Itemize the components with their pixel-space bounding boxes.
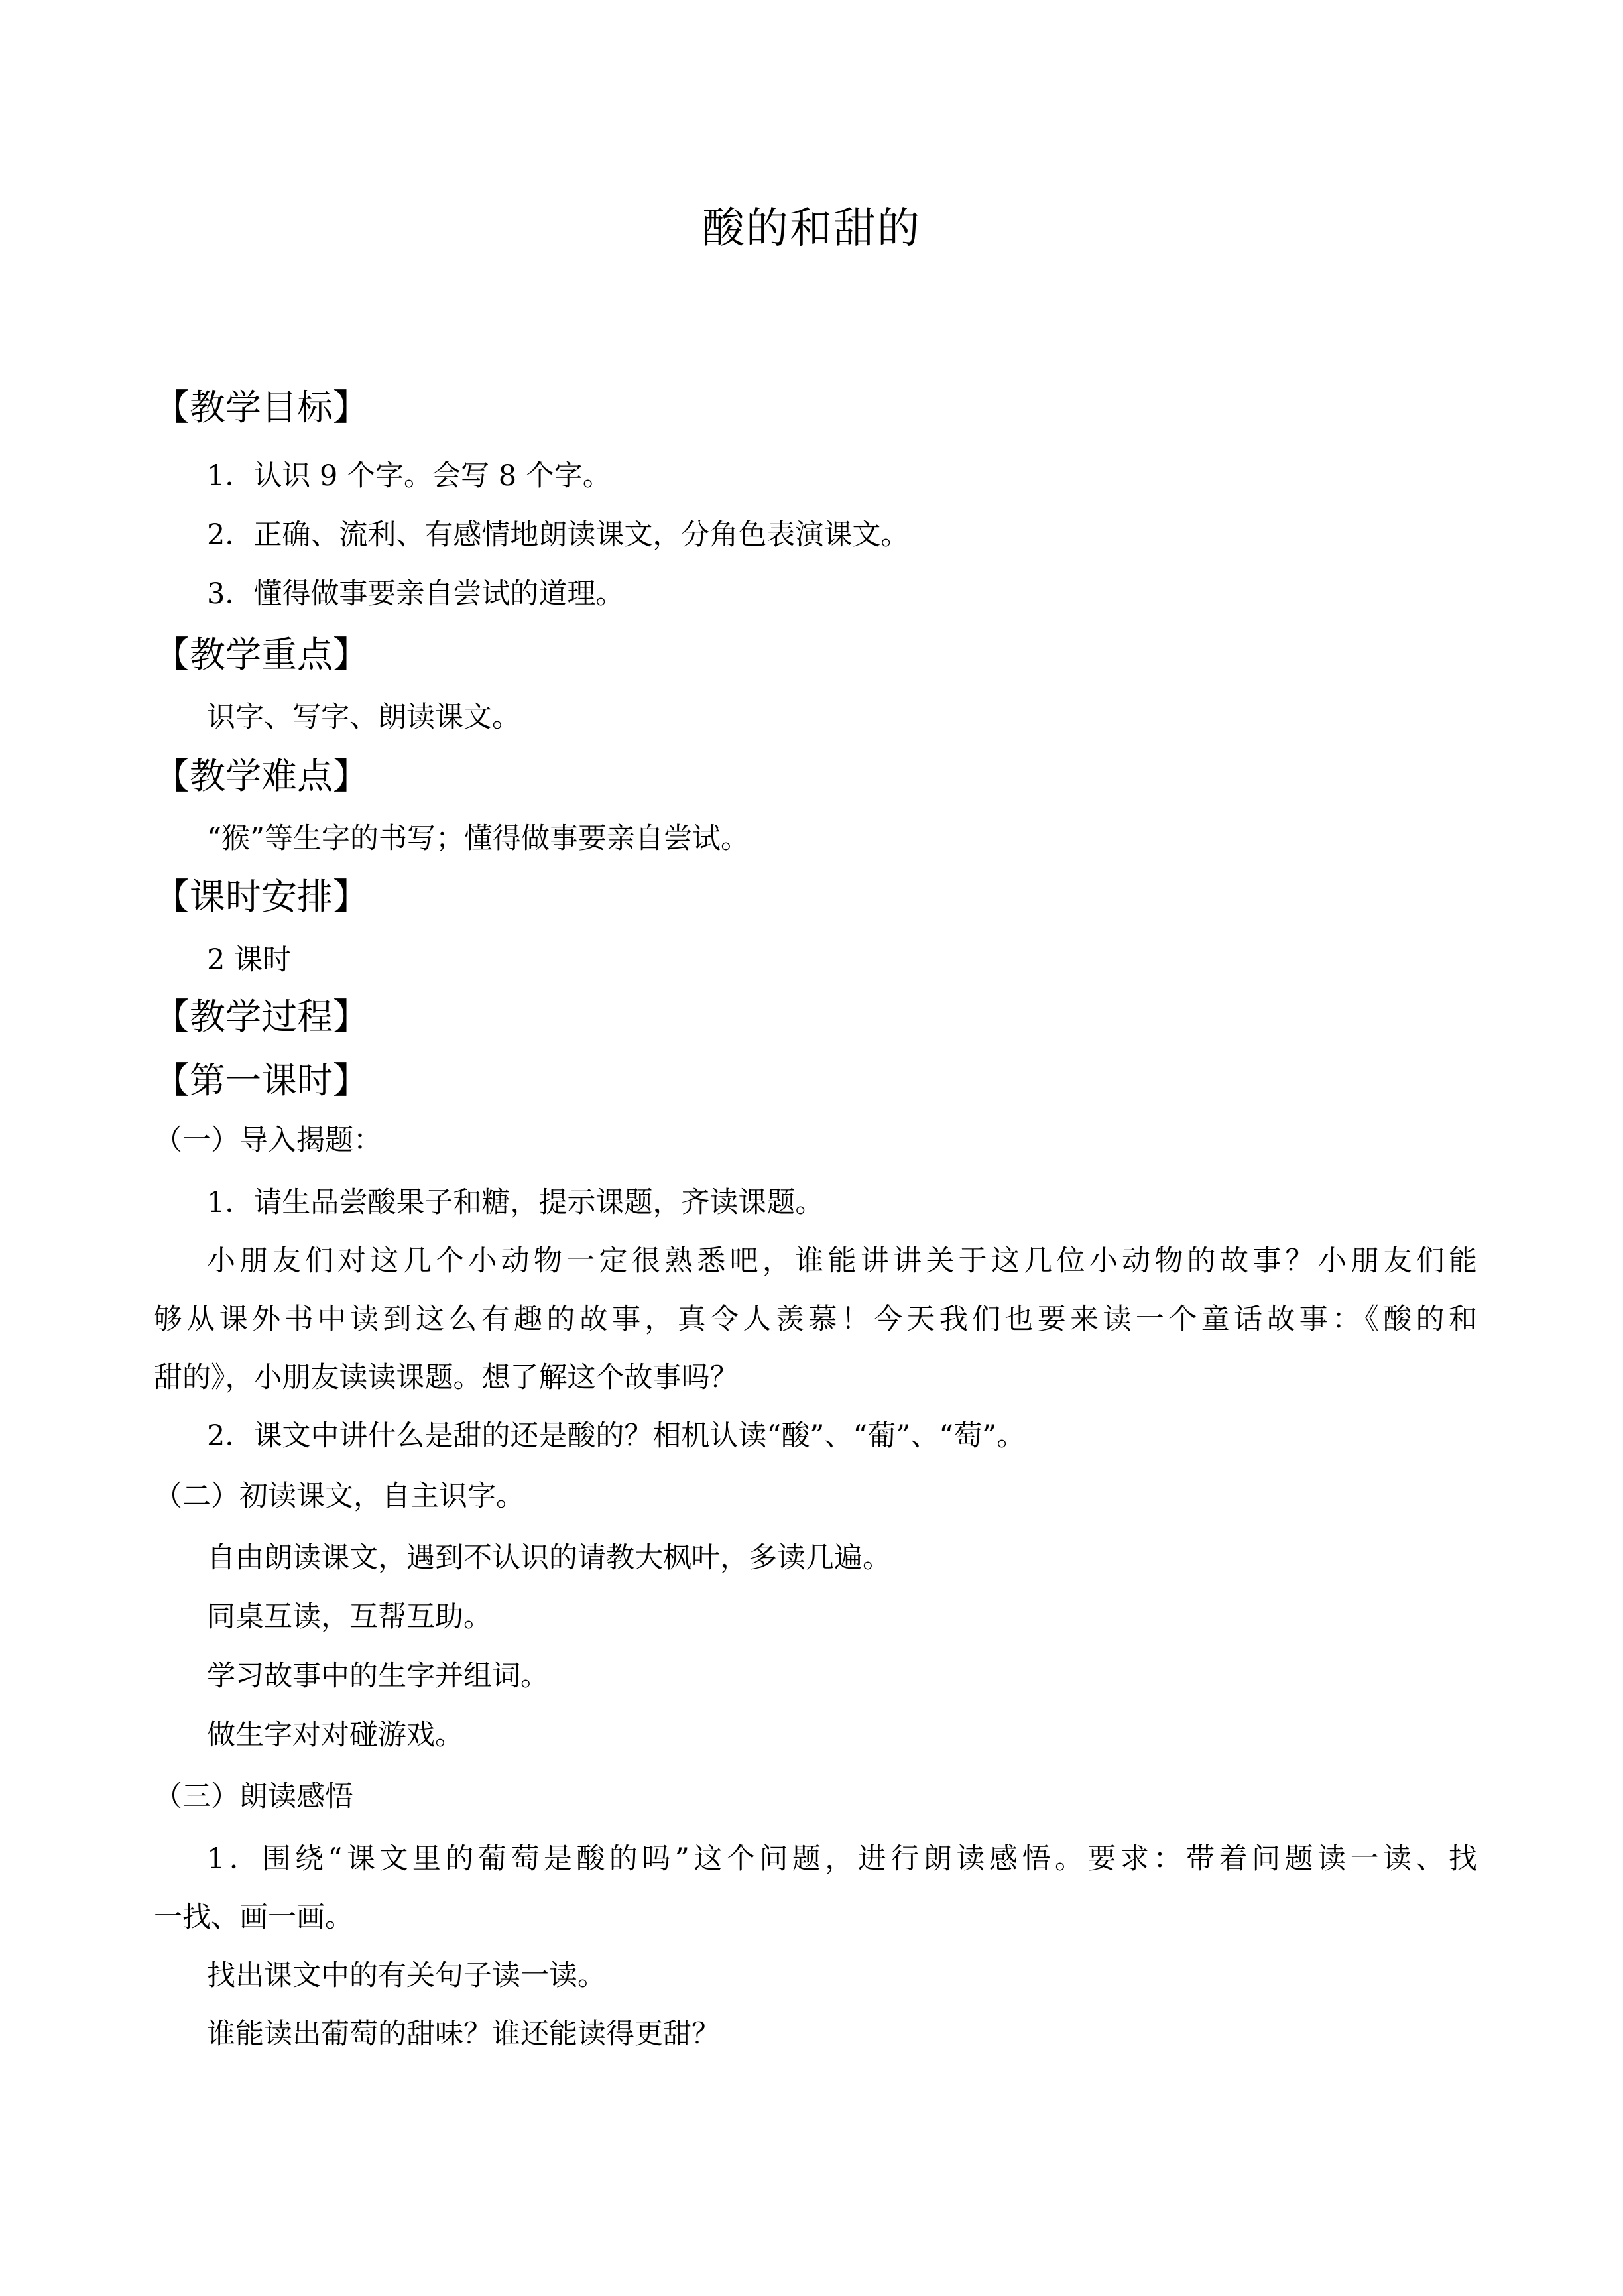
lesson1-heading: 【第一课时】 <box>154 1059 369 1101</box>
part3-item-1-line-2: 一找、画一画。 <box>154 1901 353 1934</box>
part1-item-1: 1．请生品尝酸果子和糖，提示课题，齐读课题。 <box>207 1186 824 1219</box>
part3-item-1-line-1: 1．围绕“课文里的葡萄是酸的吗”这个问题，进行朗读感悟。要求：带着问题读一读、找 <box>207 1843 1477 1876</box>
goal-item-3: 3．懂得做事要亲自尝试的道理。 <box>207 577 625 611</box>
part1-item-2: 2．课文中讲什么是甜的还是酸的？相机认读“酸”、“葡”、“萄”。 <box>207 1420 1026 1453</box>
difficult-text: “猴”等生字的书写；懂得做事要亲自尝试。 <box>207 822 749 855</box>
key-heading: 【教学重点】 <box>154 634 369 676</box>
process-heading: 【教学过程】 <box>154 996 369 1038</box>
part1-paragraph-line-3: 甜的》，小朋友读读课题。想了解这个故事吗？ <box>154 1361 739 1394</box>
part2-line-2: 同桌互读，互帮互助。 <box>207 1601 492 1634</box>
part3-line-1: 找出课文中的有关句子读一读。 <box>207 1959 606 1992</box>
part2-line-1: 自由朗读课文，遇到不认识的请教大枫叶，多读几遍。 <box>207 1541 891 1575</box>
part1-paragraph-line-2: 够从课外书中读到这么有趣的故事，真令人羡慕！今天我们也要来读一个童话故事：《酸的和 <box>154 1303 1477 1336</box>
part2-heading: （二）初读课文，自主识字。 <box>154 1480 524 1513</box>
goal-item-2: 2．正确、流利、有感情地朗读课文，分角色表演课文。 <box>207 518 910 552</box>
part2-line-3: 学习故事中的生字并组词。 <box>207 1660 549 1693</box>
goal-item-1: 1．认识 9 个字。会写 8 个字。 <box>207 459 611 493</box>
part2-line-4: 做生字对对碰游戏。 <box>207 1719 463 1752</box>
goals-heading: 【教学目标】 <box>154 387 369 428</box>
schedule-heading: 【课时安排】 <box>154 876 369 918</box>
key-text: 识字、写字、朗读课文。 <box>207 701 520 734</box>
difficult-heading: 【教学难点】 <box>154 755 369 797</box>
part3-heading: （三）朗读感悟 <box>154 1780 353 1813</box>
part1-heading: （一）导入揭题： <box>154 1124 382 1157</box>
document-title: 酸的和甜的 <box>702 204 921 253</box>
part1-paragraph-line-1: 小朋友们对这几个小动物一定很熟悉吧，谁能讲讲关于这几位小动物的故事？小朋友们能 <box>207 1244 1477 1278</box>
schedule-text: 2 课时 <box>207 943 292 977</box>
part3-line-2: 谁能读出葡萄的甜味？谁还能读得更甜？ <box>207 2018 720 2051</box>
